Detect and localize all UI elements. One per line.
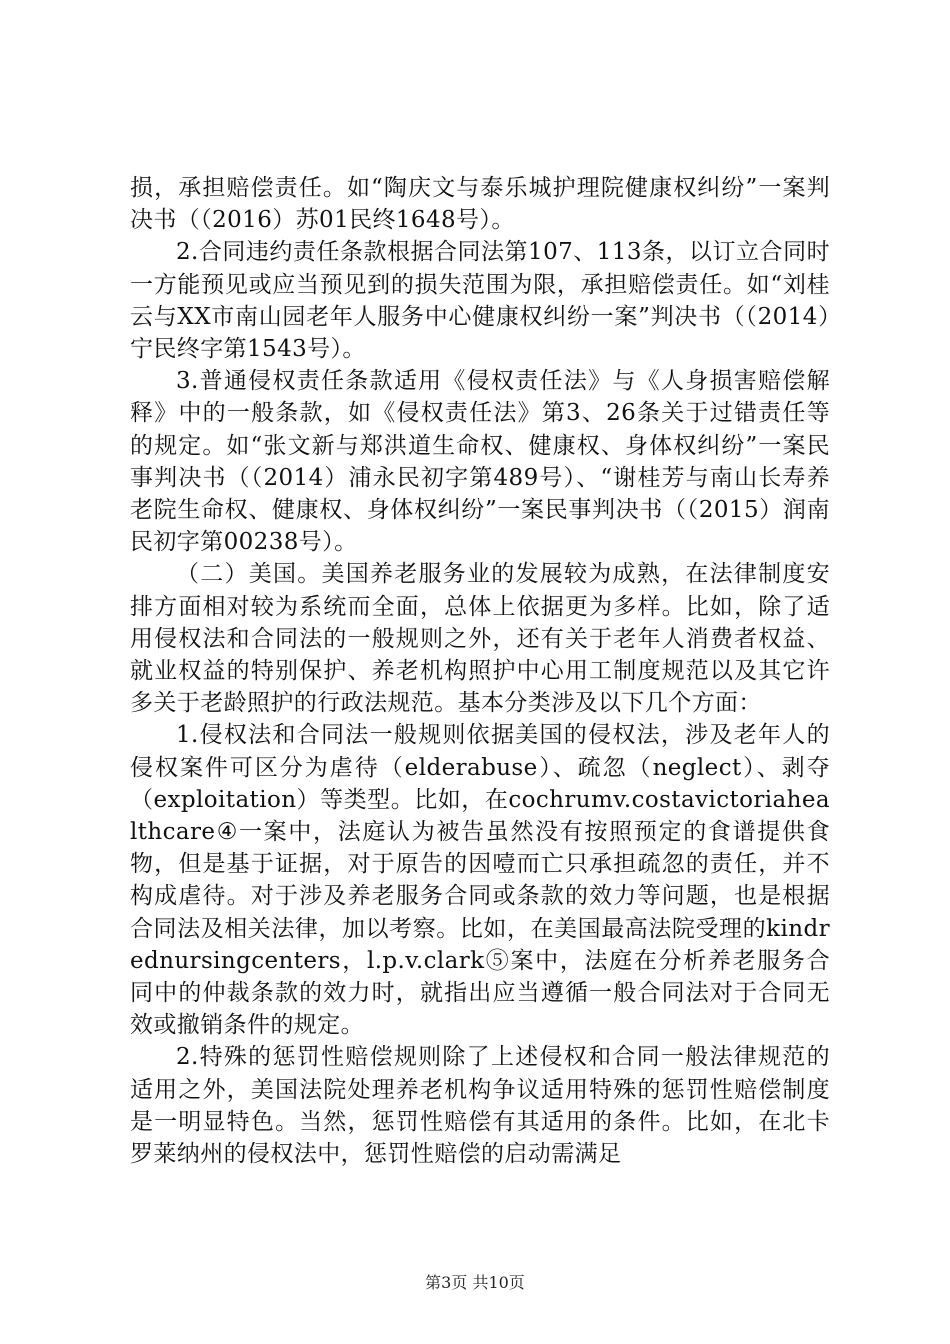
paragraph-general-rules: 1.侵权法和合同法一般规则依据美国的侵权法，涉及老年人的侵权案件可区分为虐待（elderabuse）、疏忽（neglect）、剥夺（exploitation）等类型。比如，在cochrumv.costavictoriahealthcare④一案中，法庭认为被告虽然没有按照预定的食谱提供食物，但是基于证据，对于原告的因噎而亡只承担疏忽的责任，并不构成虐待。对于涉及养老服务合同或条款的效力等问题，也是根据合同法及相关法律，加以考察。比如，在美国最高法院受理的kindrednursingcenters，l.p.v.clark⑤案中，法庭在分析养老服务合同中的仲裁条款的效力时，就指出应当遵循一般合同法对于合同无效或撤销条件的规定。 <box>130 722 830 1039</box>
paragraph-continued: 损，承担赔偿责任。如“陶庆文与泰乐城护理院健康权纠纷”一案判决书（（2016）苏01民终1648号）。 <box>130 175 830 234</box>
body-text <box>130 172 830 1170</box>
page-footer: 第3页 共10页 <box>425 1273 525 1292</box>
paragraph-contract-liability: 2.合同违约责任条款根据合同法第107、113条，以订立合同时一方能预见或应当预见到的损失范围为限，承担赔偿责任。如“刘桂云与XX市南山园老年人服务中心健康权纠纷一案”判决书（（2014）宁民终字第1543号）。 <box>130 239 830 363</box>
paragraph-punitive-damages: 2.特殊的惩罚性赔偿规则除了上述侵权和合同一般法律规范的适用之外，美国法院处理养老机构争议适用特殊的惩罚性赔偿制度是一明显特色。当然，惩罚性赔偿有其适用的条件。比如，在北卡罗莱纳州的侵权法中，惩罚性赔偿的启动需满足 <box>130 1044 830 1168</box>
paragraph-usa-section: （二）美国。美国养老服务业的发展较为成熟，在法律制度安排方面相对较为系统而全面，总体上依据更为多样。比如，除了适用侵权法和合同法的一般规则之外，还有关于老年人消费者权益、就业权益的特别保护、养老机构照护中心用工制度规范以及其它许多关于老龄照护的行政法规范。基本分类涉及以下几个方面： <box>130 561 830 717</box>
paragraph-tort-liability: 3.普通侵权责任条款适用《侵权责任法》与《人身损害赔偿解释》中的一般条款，如《侵权责任法》第3、26条关于过错责任等的规定。如“张文新与郑洪道生命权、健康权、身体权纠纷”一案民事判决书（（2014）浦永民初字第489号）、“谢桂芳与南山长寿养老院生命权、健康权、身体权纠纷”一案民事判决书（（2015）润南民初字第00238号）。 <box>130 368 830 556</box>
